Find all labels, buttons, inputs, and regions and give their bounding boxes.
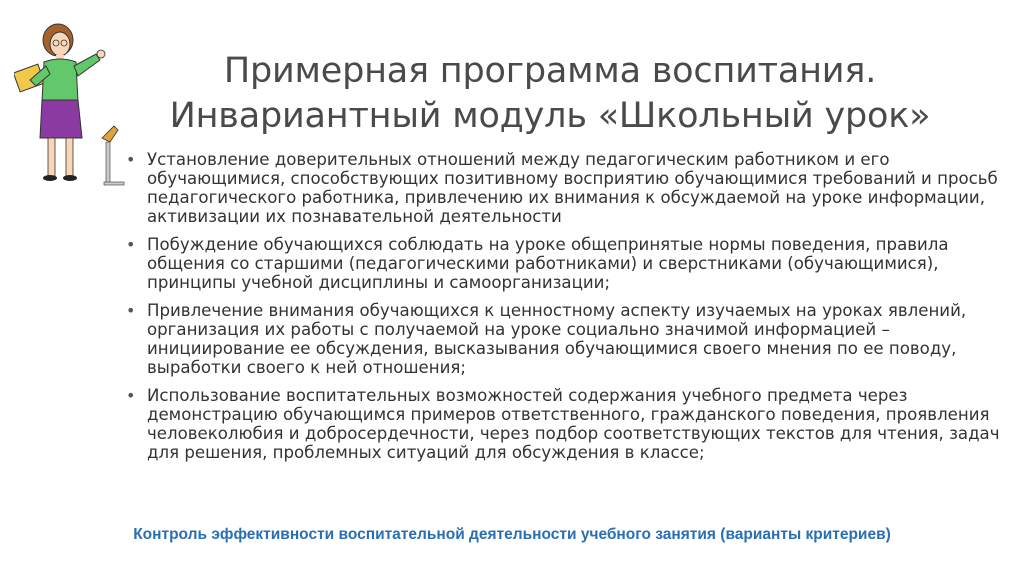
bullet-text: Побуждение обучающихся соблюдать на уроке общепринятые нормы поведения, правила общения со старшими (педагогическими работниками) и сверстниками (обучающимися), принципы учебной дисциплины и самоорганизации;	[147, 235, 949, 292]
bullet-text: Использование воспитательных возможностей содержания учебного предмета через демонстрацию обучающимся примеров ответственного, гражданского поведения, проявления человеколюбия и добросердечности, через подбор соответствующих текстов для чтения, задач для решения, проблемных ситуаций для обсуждения в классе;	[147, 386, 1000, 462]
bullet-item	[120, 301, 1000, 377]
bullet-item	[120, 235, 1000, 292]
bullet-dot-icon: •	[126, 386, 136, 405]
bullet-item	[120, 150, 1000, 226]
bullet-list	[120, 150, 1000, 471]
bullet-dot-icon: •	[126, 301, 136, 320]
bullet-text: Установление доверительных отношений между педагогическим работником и его обучающимися, способствующих позитивному восприятию обучающимися требований и просьб педагогического работника, привлечению их внимания к обсуждаемой на уроке информации, активизации их познавательной деятельности	[147, 150, 998, 226]
title-line-2: Инвариантный модуль «Школьный урок»	[169, 96, 931, 137]
slide-title	[110, 49, 990, 139]
bullet-item	[120, 386, 1000, 462]
bullet-dot-icon: •	[126, 235, 136, 254]
bullet-text: Привлечение внимания обучающихся к ценностному аспекту изучаемых на уроках явлений, организация их работы с получаемой на уроке социально значимой информацией – инициирование ее обсуждения, высказывания обучающимися своего мнения по ее поводу, выработки своего к ней отношения;	[147, 301, 967, 377]
bullet-dot-icon: •	[126, 150, 136, 169]
footer-link[interactable]: Контроль эффективности воспитательной деятельности учебного занятия (варианты критериев)	[133, 526, 891, 543]
title-line-1: Примерная программа воспитания.	[223, 51, 877, 92]
